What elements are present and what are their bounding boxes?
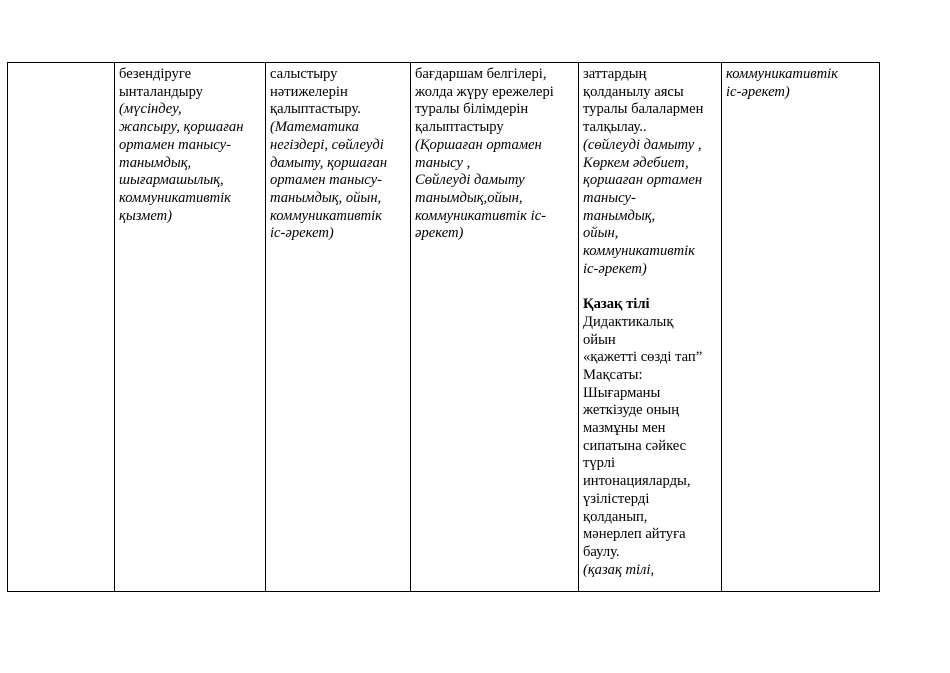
cell-text-line: туралы балалармен — [583, 101, 704, 118]
cell-text-line: «қажетті сөзді тап” — [583, 349, 703, 366]
cell-text-line: сипатына сәйкес — [583, 437, 687, 454]
cell-text-line: мәнерлеп айтуға — [583, 526, 686, 543]
cell-text-line: ойын — [583, 331, 616, 348]
cell-text-line: (Қоршаған ортамен — [415, 136, 542, 153]
cell-text-line: жеткізуде оның — [583, 402, 679, 419]
cell-text-line: қызмет) — [119, 207, 173, 224]
cell-text-line: салыстыру — [270, 66, 338, 82]
cell-text-line: негіздері, сөйлеуді — [270, 136, 384, 153]
cell-text-line: іс-әрекет) — [270, 225, 334, 242]
column-divider — [578, 63, 579, 591]
cell-text-line: Шығарманы — [583, 384, 661, 401]
cell-text-line: шығармашылық, — [119, 172, 224, 189]
cell-text-line: нәтижелерін — [270, 83, 348, 100]
cell-text-line: коммуникативтік іс- — [415, 207, 547, 224]
cell-text-line: мазмұны мен — [583, 420, 666, 437]
cell-text-line: коммуникативтік — [270, 207, 383, 224]
cell-text-line: интонацияларды, — [583, 473, 691, 490]
cell-text-line: іс-әрекет) — [726, 83, 790, 100]
cell-text-line: қоршаған ортамен — [583, 172, 703, 189]
cell-text-line: үзілістерді — [583, 490, 650, 507]
cell-text-line: талқылау.. — [583, 119, 647, 136]
cell-text-line: (қазақ тілі, — [583, 561, 655, 578]
table-cell-col2 — [119, 66, 261, 225]
cell-text-line: Мақсаты: — [583, 366, 643, 383]
cell-text-line: танысу , — [415, 154, 471, 171]
cell-text-line: іс-әрекет) — [583, 260, 647, 277]
column-divider — [721, 63, 722, 591]
cell-text-line: безендіруге — [119, 66, 192, 82]
cell-text-line: жолда жүру ережелері — [415, 83, 554, 100]
schedule-table — [7, 62, 880, 592]
column-divider — [114, 63, 115, 591]
cell-text-line: коммуникативтік — [583, 243, 696, 260]
column-divider — [265, 63, 266, 591]
cell-text-line: танысу- — [583, 189, 636, 206]
cell-text-line: (Математика — [270, 119, 359, 136]
cell-text-line: ортамен танысу- — [270, 172, 382, 189]
cell-text-line: ортамен танысу- — [119, 136, 231, 153]
cell-text-line: Дидактикалық — [583, 313, 674, 330]
cell-text-line: қалыптастыру — [415, 119, 504, 136]
cell-text-line: Сөйлеуді дамыту — [415, 172, 525, 189]
cell-text-line: қолданып, — [583, 508, 648, 525]
column-divider — [410, 63, 411, 591]
cell-text-line: танымдық, ойын, — [270, 189, 382, 206]
cell-text-line: (мүсіндеу, — [119, 101, 182, 118]
table-cell-col6 — [726, 66, 876, 101]
cell-text-line: танымдық,ойын, — [415, 189, 523, 206]
cell-text-line: жапсыру, қоршаған — [119, 119, 244, 136]
table-cell-col3 — [270, 66, 406, 243]
cell-text-line: әрекет) — [415, 225, 464, 242]
cell-text-line: туралы білімдерін — [415, 101, 529, 118]
cell-text-line: (сөйлеуді дамыту , — [583, 136, 702, 153]
cell-text-line: заттардың — [583, 66, 647, 82]
cell-text-line: бағдаршам белгілері, — [415, 66, 547, 82]
cell-text-line: түрлі — [583, 455, 616, 472]
table-cell-col5 — [583, 66, 719, 579]
table-cell-col4 — [415, 66, 575, 243]
cell-text-line: танымдық, — [119, 154, 192, 171]
cell-text-line: коммуникативтік — [119, 189, 232, 206]
cell-text-line: Қазақ тілі — [583, 296, 650, 313]
cell-text-line: қалыптастыру. — [270, 101, 361, 118]
cell-text-line: дамыту, қоршаған — [270, 154, 388, 171]
cell-text-line: танымдық, — [583, 207, 656, 224]
cell-text-line: баулу. — [583, 543, 620, 560]
cell-text-line: ойын, — [583, 225, 619, 242]
cell-text-line: қолданылу аясы — [583, 83, 684, 100]
cell-text-line: ынталандыру — [119, 83, 203, 100]
cell-text-line: Көркем әдебиет, — [583, 154, 689, 171]
cell-text-line: коммуникативтік — [726, 66, 839, 82]
cell-text-line — [583, 278, 719, 296]
